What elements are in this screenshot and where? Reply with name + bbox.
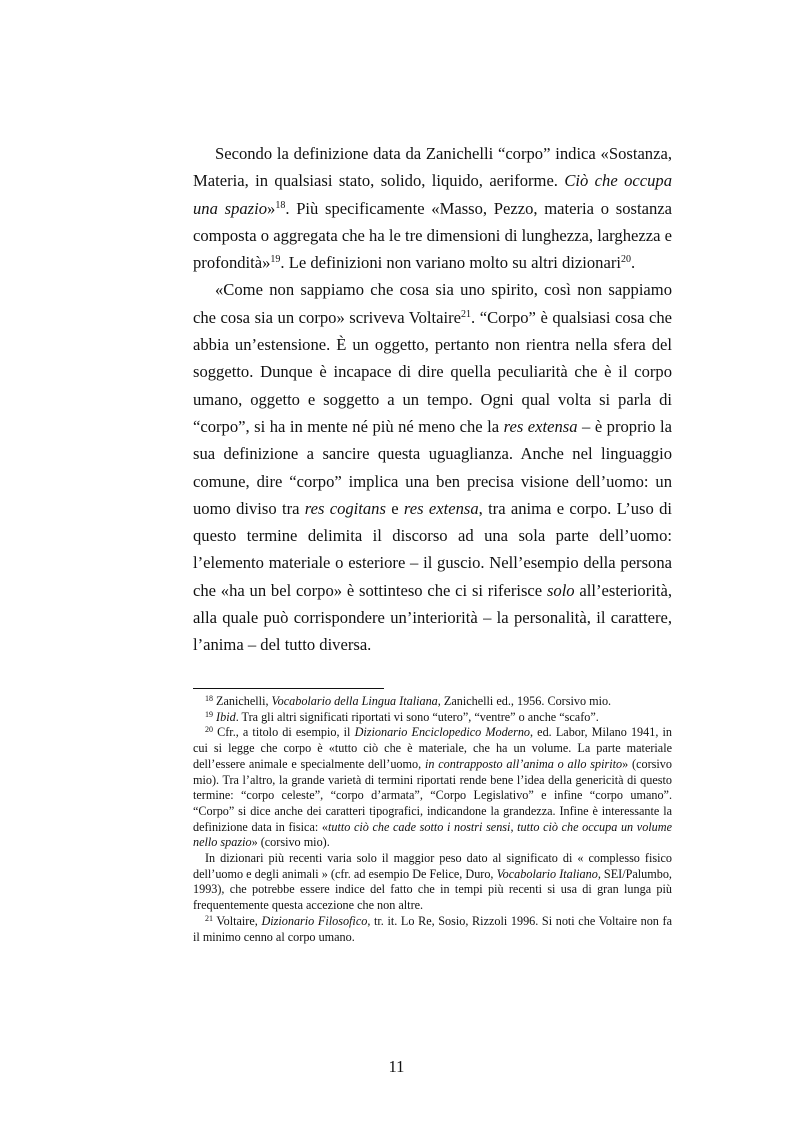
footnote-20-continued: In dizionari più recenti varia solo il maggior peso dato al significato di « complesso fisico dell’uomo e degli animali » (cfr. ad esempio De Felice, Duro, Vocabolario Italiano, SEI/Palumbo, 1993), che potrebbe essere indice del fatto che in tempi più recenti si usa di gran lunga più frequentemente questa accezione che non altre. xyxy=(193,851,672,913)
footnotes xyxy=(193,694,672,945)
footnote-20: $^{20}$ Cfr., a titolo di esempio, il Dizionario Enciclopedico Moderno, ed. Labor, Milano 1941, in cui si legge che corpo è «tutto ciò che è materiale, che ha un volume. La parte materiale dell’essere animale e specialmente dell’uomo, in contrapposto all’anima o allo spirito» (corsivo mio). Tra l’altro, la grande varietà di termini riportati rende bene l’idea della genericità di questo termine: “corpo celeste”, “corpo d’armata”, “Corpo Legislativo” e infine “corpo umano”. “Corpo” si dice anche dei caratteri tipografici, indicandone la grandezza. Infine è interessante la definizione data in fisica: «tutto ciò che cade sotto i nostri sensi, tutto ciò che occupa un volume nello spazio» (corsivo mio). xyxy=(193,725,672,850)
footnote-18: $^{18}$ Zanichelli, Vocabolario della Lingua Italiana, Zanichelli ed., 1956. Corsivo mio. xyxy=(205,694,612,708)
footnote-ref-18[interactable]: 18 xyxy=(275,199,286,211)
footnote-ref-21[interactable]: 21 xyxy=(461,308,472,320)
footnote-ref-20[interactable]: 20 xyxy=(620,254,631,266)
main-text xyxy=(193,140,672,659)
page-number: 11 xyxy=(388,1057,405,1076)
paragraph-1: Secondo la definizione data da Zanichelli “corpo” indica «Sostanza, Materia, in qualsiasi stato, solido, liquido, aeriforme. Ciò che occupa una spazio»$^{18}$. Più specificamente «Masso, Pezzo, materia o sostanza composta o aggregata che ha le tre dimensioni di lunghezza, larghezza e profondità»$^{19}$. Le definizioni non variano molto su altri dizionari$^{20}$. xyxy=(193,144,672,273)
footnote-ref-19[interactable]: 19 xyxy=(270,254,281,266)
footnote-19: $^{19}$ Ibid. Tra gli altri significati riportati vi sono “utero”, “ventre” o anche “scafo”. xyxy=(205,709,599,724)
footnote-separator xyxy=(193,688,384,689)
footnote-21: $^{21}$ Voltaire, Dizionario Filosofico, tr. it. Lo Re, Sosio, Rizzoli 1996. Si noti che Voltaire non fa il minimo cenno al corpo umano. xyxy=(193,913,672,944)
paragraph-2: «Come non sappiamo che cosa sia uno spirito, così non sappiamo che cosa sia un corpo» scriveva Voltaire$^{21}$. “Corpo” è qualsiasi cosa che abbia un’estensione. È un oggetto, pertanto non rientra nella sfera del soggetto. Dunque è incapace di dire quella peculiarità che è il corpo umano, oggetto e soggetto a un tempo. Ogni qual volta si parla di “corpo”, si ha in mente né più né meno che la res extensa – è proprio la sua definizione a sancire questa uguaglianza. Anche nel linguaggio comune, dire “corpo” implica una ben precisa visione dell’uomo: un uomo diviso tra res cogitans e res extensa, tra anima e corpo. L’uso di questo termine delimita il discorso ad una sola parte dell’uomo: l’elemento materiale o esteriore – il guscio. Nell’esempio della persona che «ha un bel corpo» è sottinteso che ci si riferisce solo all’esteriorità, alla quale può corrispondere un’interiorità – la personalità, il carattere, l’anima – del tutto diversa. xyxy=(193,280,673,655)
